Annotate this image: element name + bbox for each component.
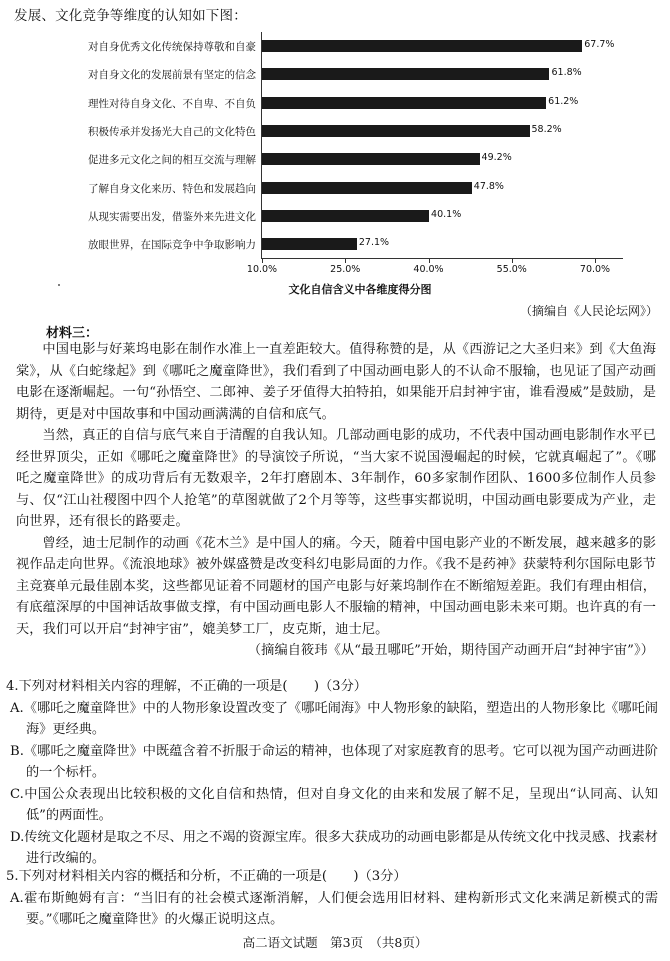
x-tick-label: 25.0% bbox=[330, 264, 361, 275]
scan-speck bbox=[58, 284, 60, 286]
bar bbox=[262, 68, 549, 80]
category-label: 理性对待自身文化、不自卑、不自负 bbox=[88, 97, 256, 110]
question-4-option-d[interactable]: D.传统文化题材是取之不尽、用之不竭的资源宝库。很多大获成功的动画电影都是从传统文化中找灵感、找素材进行改编的。 bbox=[10, 829, 658, 866]
bar bbox=[262, 153, 480, 165]
x-tick-label: 40.0% bbox=[413, 264, 444, 275]
bar-value-label: 40.1% bbox=[431, 208, 462, 220]
x-tick bbox=[345, 259, 346, 263]
question-5-stem: 5.下列对材料相关内容的概括和分析，不正确的一项是( )（3分） bbox=[6, 869, 407, 884]
intro-text: 发展、文化竞争等维度的认知如下图： bbox=[14, 8, 247, 24]
bar-chart bbox=[0, 28, 670, 304]
bar bbox=[262, 238, 357, 250]
x-tick-label: 55.0% bbox=[496, 264, 527, 275]
category-label: 对自身文化的发展前景有坚定的信念 bbox=[88, 69, 256, 82]
paragraph-2: 当然，真正的自信与底气来自于清醒的自我认知。几部动画电影的成功，不代表中国动画电影制作水平已经世界顶尖，正如《哪吒之魔童降世》的导演饺子所说，“当大家不说国漫崛起的时候，它就真崛起了”。《哪吒之魔童降世》的成功背后有无数艰辛，2年打磨剧本、3年制作，60多家制作团队、1600多位制作人员参与、仅“江山社稷图中四个人抢笔”的草图就做了2个月等等，这些事实都说明，中国动画电影要成为产业，走向世界，还有很长的路要走。 bbox=[16, 428, 656, 529]
x-tick bbox=[512, 259, 513, 263]
bar-value-label: 61.8% bbox=[551, 67, 582, 79]
category-label: 了解自身文化来历、特色和发展趋向 bbox=[88, 182, 256, 195]
bar-value-label: 58.2% bbox=[531, 123, 562, 135]
question-4-option-c[interactable]: C.中国公众表现出比较积极的文化自信和热情，但对自身文化的由来和发展了解不足，呈现出“认同高、认知低”的两面性。 bbox=[10, 786, 658, 823]
paragraph-1: 中国电影与好莱坞电影在制作水准上一直差距较大。值得称赞的是，从《西游记之大圣归来》到《大鱼海棠》，从《白蛇缘起》到《哪吒之魔童降世》，我们看到了中国动画电影人的不认命不服输，也见证了国产动画电影在逐渐崛起。一句“孙悟空、二郎神、姜子牙值得大拍特拍，如果能开启封神宇宙，谁看漫威”是鼓励，是期待，更是对中国故事和中国动画满满的自信和底气。 bbox=[16, 342, 656, 422]
bar bbox=[262, 125, 530, 137]
category-label: 从现实需要出发，借鉴外来先进文化 bbox=[88, 210, 256, 223]
category-label: 积极传承并发扬光大自己的文化特色 bbox=[88, 125, 256, 138]
bar bbox=[262, 97, 546, 109]
paragraph-3: 曾经，迪士尼制作的动画《花木兰》是中国人的痛。今天，随着中国电影产业的不断发展，越来越多的影视作品走向世界。《流浪地球》被外媒盛赞是改变科幻电影局面的力作。《我不是药神》获蒙特利尔国际电影节主竞赛单元最佳剧本奖，这些都见证着不同题材的国产电影与好莱坞制作在不断缩短差距。我们有理由相信，有底蕴深厚的中国神话故事做支撑，有中国动画电影人不服输的精神，中国动画电影未来可期。也许真的有一天，我们可以开启“封神宇宙”，媲美梦工厂，皮克斯，迪士尼。 bbox=[16, 535, 656, 637]
source-citation-2: （摘编自筱玮《从“最丑哪吒”开始，期待国产动画开启“封神宇宙”》） bbox=[247, 643, 654, 658]
question-4-stem: 4.下列对材料相关内容的理解，不正确的一项是( )（3分） bbox=[6, 679, 367, 694]
question-5-option-a[interactable]: A.霍布斯鲍姆有言：“当旧有的社会模式逐渐消解，人们便会选用旧材料、建构新形式文化来满足新模式的需要。”《哪吒之魔童降世》的火爆正说明这点。 bbox=[10, 890, 659, 927]
x-tick-label: 10.0% bbox=[246, 264, 278, 275]
x-tick-label: 70.0% bbox=[579, 264, 611, 275]
bar-value-label: 27.1% bbox=[358, 237, 390, 249]
bar-value-label: 47.8% bbox=[473, 180, 504, 192]
category-label: 促进多元文化之间的相互交流与理解 bbox=[88, 154, 256, 167]
question-4-option-b[interactable]: B.《哪吒之魔童降世》中既蕴含着不折服于命运的精神，也体现了对家庭教育的思考。它可以视为国产动画进阶的一个标杆。 bbox=[10, 743, 658, 780]
y-axis-line bbox=[261, 32, 262, 258]
category-label: 放眼世界，在国际竞争中争取影响力 bbox=[88, 239, 256, 252]
bar-value-label: 61.2% bbox=[548, 95, 579, 107]
chart-title: 文化自信含义中各维度得分图 bbox=[288, 283, 432, 296]
x-tick bbox=[595, 259, 596, 263]
page-footer: 高二语文试题 第3页 （共8页） bbox=[242, 935, 428, 950]
category-label: 对自身优秀文化传统保持尊敬和自豪 bbox=[88, 41, 256, 53]
bar-value-label: 49.2% bbox=[481, 152, 512, 164]
source-citation-1: （摘编自《人民论坛网》） bbox=[519, 304, 658, 318]
bar bbox=[262, 40, 582, 52]
x-axis-line bbox=[261, 258, 623, 259]
question-4 bbox=[6, 676, 658, 870]
bar bbox=[262, 182, 472, 194]
material-three-body bbox=[16, 339, 656, 662]
bar bbox=[262, 210, 429, 222]
question-5 bbox=[6, 866, 658, 931]
question-4-option-a[interactable]: A.《哪吒之魔童降世》中的人物形象设置改变了《哪吒闹海》中人物形象的缺陷，塑造出的人物形象比《哪吒闹海》更经典。 bbox=[10, 700, 658, 737]
x-tick bbox=[429, 259, 430, 263]
material-three-title: 材料三： bbox=[46, 326, 99, 341]
x-tick bbox=[262, 259, 263, 263]
bar-value-label: 67.7% bbox=[584, 39, 615, 50]
